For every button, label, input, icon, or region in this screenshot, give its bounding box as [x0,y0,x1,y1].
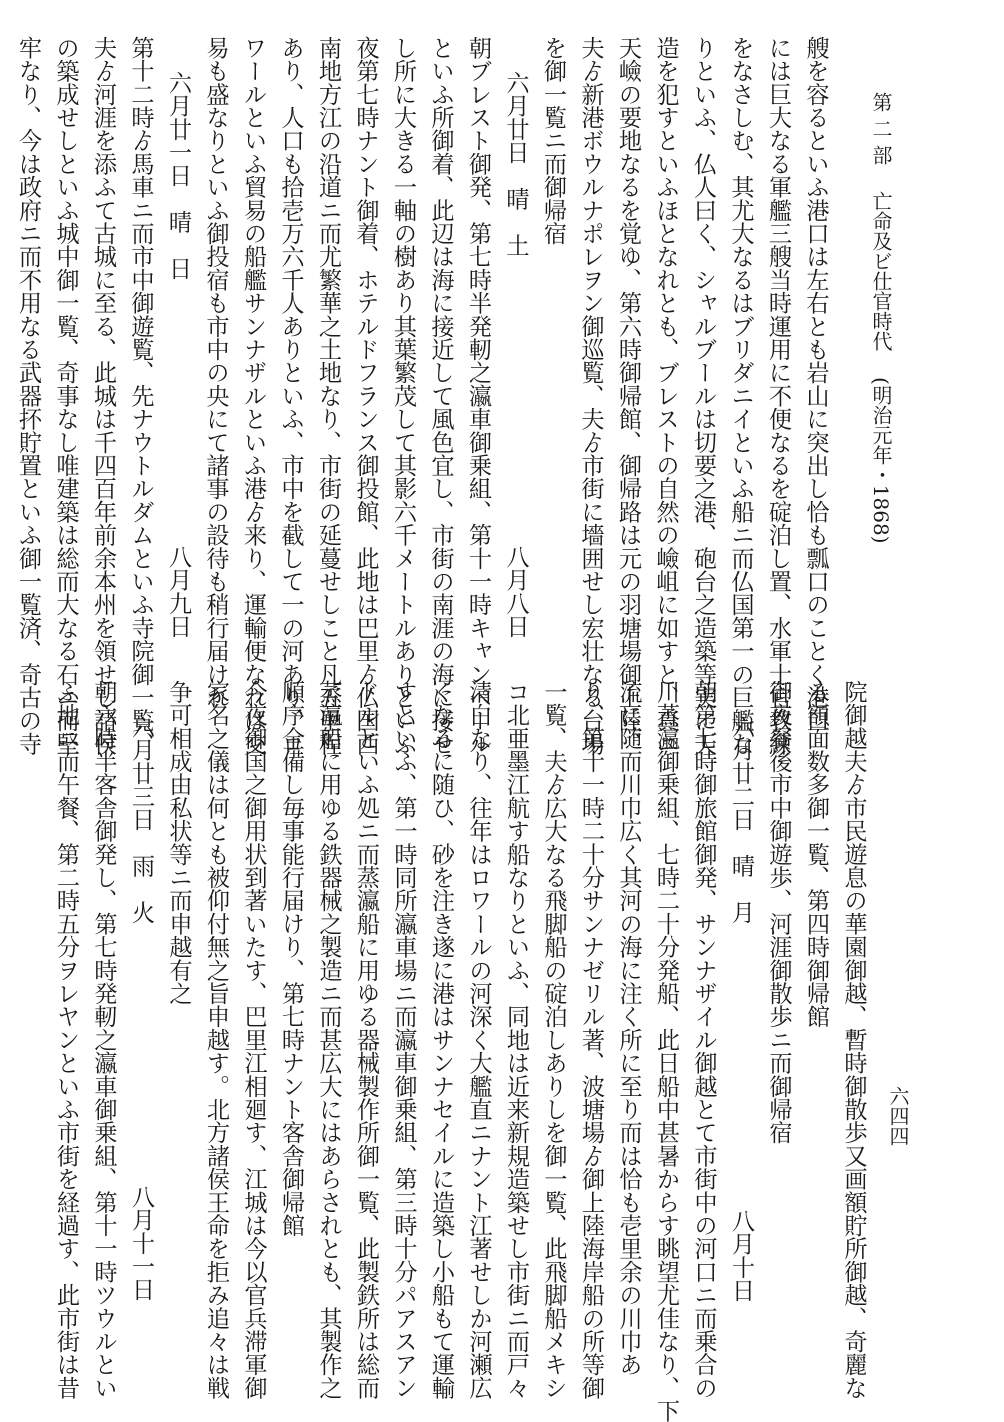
text-column: 清白なり、往年はロワールの河深く大艦直ニナント江著せしか河瀬広 [465,680,492,1400]
text-column: を御一覧ニ而御帰宿 [539,36,567,245]
text-column: ふ地ニ而午餐、第二時五分ヲレヤンといふ市街を経過す、此市街は昔 [52,680,80,1400]
text-column: し所に大きる一軸の樹あり其葉繁茂して其影六千メートルありといふ [389,36,417,756]
text-column: 造を犯すといふほとなれとも、ブレストの自然の嶮岨に如すと、真ニ [652,36,679,756]
text-column: りといふ、仏人曰く、シャルブールは切要之港、砲台之造築等実に天 [689,36,717,756]
text-column: 今夜御国之御用状到著いたす、巴里江相廻す、江城は今以官兵滞軍御 [240,680,267,1400]
text-column: り、第十一時二十分サンナゼリル著、波塘場ゟ御上陸海岸船の所等御 [577,680,605,1400]
western-date: 八月八日 [502,544,529,638]
text-column: 易も盛なりといふ御投宿も市中の央にて諸事の設待も稍行届けれ [202,36,229,709]
diary-date-heading [122,680,160,1320]
text-column: ドルといふ処ニ而蒸瀛船に用ゆる器械製作所御一覧、此製鉄所は総而 [352,680,380,1400]
text-column: 夫ゟ新港ボウルナポレヲン御巡覧、夫ゟ市街に墻囲せし宏壮なる台場 [577,36,604,756]
japanese-date: 六月廿三日 雨 火 [127,714,155,924]
text-column: 夜第七時ナント御着、ホテルドフランス御投館、此地は巴里ゟ仏国西 [352,36,379,756]
text-column: すといふ、第一時同所瀛車場ニ而瀛車御乗組、第三時十分パアスアン [390,680,417,1400]
text-column: 南地方江の沿道ニ而尤繁華之土地なり、市街の延蔓せしこと凡五里程 [314,36,342,756]
text-column: 院御越夫ゟ市民遊息の華園御越、暫時御散歩又画額貯所御越、奇麗な [840,680,867,1400]
upper-text-block [9,36,834,756]
japanese-date: 六月廿一日 晴 日 [164,70,192,280]
text-column: 川蒸瀛御乗組、七時二十分発船、此日船中甚暑からす眺望尤佳なり、下 [652,680,680,1422]
text-column: 第十二時ゟ馬車ニ而市中御遊覧、先ナウトルダムといふ寺院御一覧、 [127,36,154,756]
western-date: 八月九日 [164,544,192,638]
text-column: あり、人口も拾壱万六千人ありといふ、市中を截して一の河あり、ロ [277,36,304,756]
text-column: くなるに随ひ、砂を注き遂に港はサンナセイルに造築し小船もて運輸 [427,680,455,1400]
page-number: 六四四 [886,1086,910,1146]
text-column: 朝六時半客舎御発し、第七時発軔之瀛車御乗組、第十一時ツウルとい [90,680,117,1400]
chapter-title: 亡命及ビ仕官時代 [869,190,893,351]
text-column: 牢なり、今は政府ニ而不用なる武器抔貯置といふ御一覧済、奇古の寺 [14,36,42,756]
lower-text-block [47,680,872,1422]
text-column: といふ所御着、此辺は海に接近して風色宜し、市街の南涯の海に接せ [427,36,454,756]
text-column: る額面数多御一覧、第四時御帰館 [802,680,830,1028]
era-label: (明治元年・1868) [869,376,893,544]
text-column: 順序全備し毎事能行届けり、第七時ナント客舎御帰館 [277,680,305,1237]
text-column: 争可相成由私状等ニ而申越有之 [165,680,192,1005]
text-column: 夫ゟ河涯を添ふて古城に至る、此城は千四百年前余本州を領せし諸侯 [89,36,117,756]
japanese-date: 六月廿日 晴 土 [502,70,529,257]
text-column: をなさしむ、其尤大なるはブリダニイといふ船ニ而仏国第一の巨艦な [727,36,754,756]
text-column: 朝第七時御旅館御発、サンナザイル御越とて市街中の河口ニ而乗合の [690,680,717,1400]
diary-date-heading [722,680,760,1320]
text-column: には巨大なる軍艦三艘当時運用に不便なるを碇泊し置、水軍士官教練 [764,36,792,756]
text-column: 蒸瀛船に用ゆる鉄器械之製造ニ而甚広大にはあらされとも、其製作之 [315,680,342,1400]
part-label: 第 二 部 [869,92,893,165]
text-column: コ北亜墨江航す船なりといふ、同地は近来新規造築せし市街ニ而戸々 [502,680,530,1400]
diary-date-heading [497,36,535,656]
diary-date-heading [159,36,197,656]
text-column: 天嶮の要地なるを覚ゆ、第六時御帰館、御帰路は元の羽塘場御上陸、 [614,36,642,756]
text-column: の築成せしといふ城中御一覧、奇事なし唯建築は総而大なる石ニ而堅 [52,36,79,756]
text-column: 一覧、夫ゟ広大なる飛脚船の碇泊しありしを御一覧、此飛脚船メキシ [540,680,567,1400]
text-column: ワールといふ貿易の船艦サンナザルといふ港ゟ来り、運輸便なれは交 [239,36,267,756]
text-column: 流に随而川巾広く其河の海に注く所に至り而は恰も壱里余の川巾あ [615,680,642,1377]
western-date: 八月十日 [727,1208,755,1302]
text-column: 家名之儀は何とも被仰付無之旨申越す。北方諸侯王命を拒み追々は戦 [202,680,230,1400]
text-column: 艘を容るといふ港口は左右とも岩山に突出し恰も瓢口のことく港口 [802,36,829,732]
text-column: 朝ブレスト御発、第七時半発軔之瀛車御乗組、第十一時キャンペール [464,36,492,756]
western-date: 八月十一日 [127,1185,155,1302]
japanese-date: 六月廿二日 晴 月 [727,714,755,924]
running-header [864,92,898,652]
text-column: 御夜餐後市中御遊歩、河涯御散歩ニ而御帰宿 [765,680,792,1144]
